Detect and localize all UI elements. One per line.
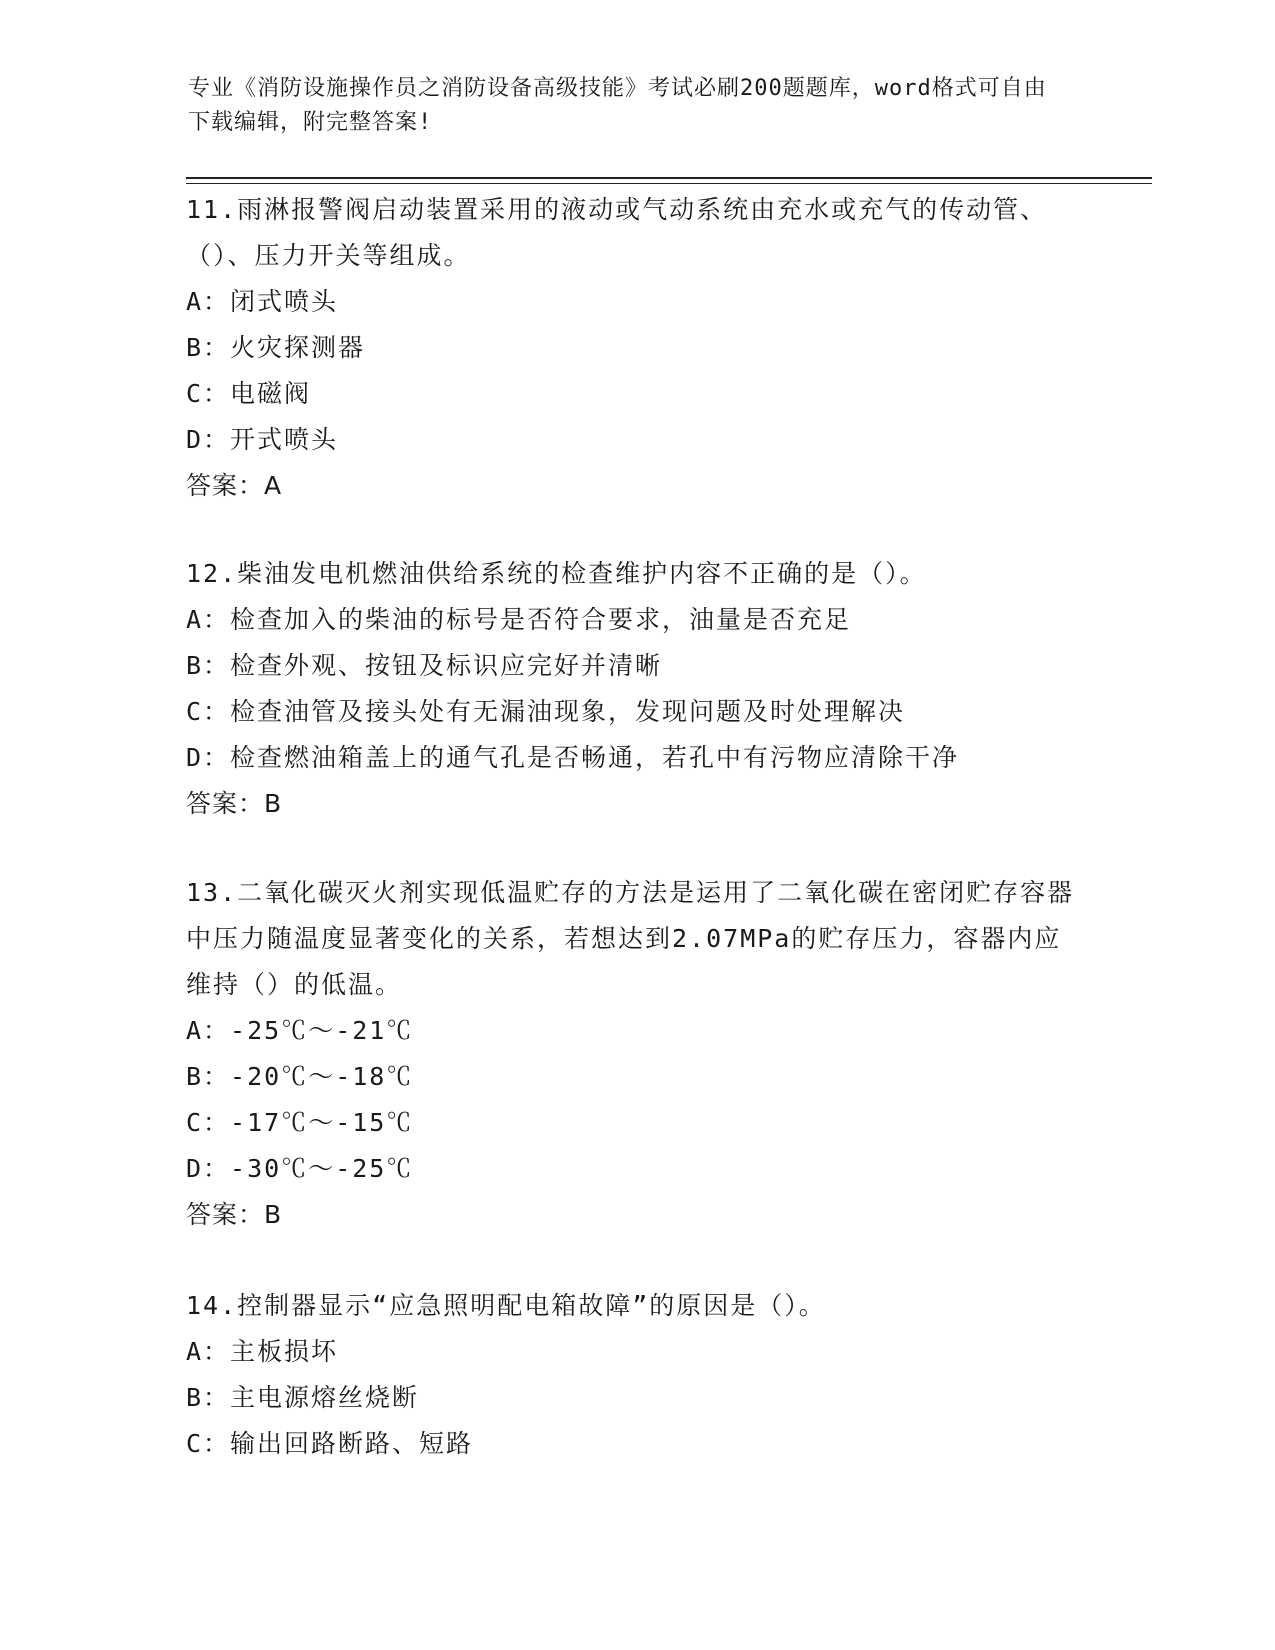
option-b: B：火灾探测器 [186,333,366,362]
question-11 [186,187,1086,509]
option-b: B：-20℃～-18℃ [186,1062,414,1091]
option-a: A：主板损坏 [186,1337,339,1366]
header-divider-thick [186,177,1152,179]
option-d: D：开式喷头 [186,425,339,454]
answer-label: 答案：B [186,1200,283,1229]
answer-label: 答案：A [186,471,283,500]
question-14 [186,1283,1086,1467]
option-c: C：检查油管及接头处有无漏油现象，发现问题及时处理解决 [186,697,906,726]
option-a: A：闭式喷头 [186,287,339,316]
option-c: C：电磁阀 [186,379,312,408]
answer-label: 答案：B [186,789,283,818]
option-b: B：主电源熔丝烧断 [186,1383,420,1412]
question-stem: 13.二氧化碳灭火剂实现低温贮存的方法是运用了二氧化碳在密闭贮存容器中压力随温度显著变化的关系，若想达到2.07MPa的贮存压力，容器内应维持（）的低温。 [186,878,1075,999]
option-c: C：-17℃～-15℃ [186,1108,414,1137]
option-c: C：输出回路断路、短路 [186,1429,474,1458]
header-divider-thin [186,183,1152,184]
option-d: D：-30℃～-25℃ [186,1154,414,1183]
question-13 [186,870,1086,1238]
question-stem: 12.柴油发电机燃油供给系统的检查维护内容不正确的是（）。 [186,559,927,588]
option-b: B：检查外观、按钮及标识应完好并清晰 [186,651,663,680]
option-a: A：-25℃～-21℃ [186,1016,414,1045]
option-d: D：检查燃油箱盖上的通气孔是否畅通，若孔中有污物应清除干净 [186,743,960,772]
question-12 [186,551,1086,827]
option-a: A：检查加入的柴油的标号是否符合要求，油量是否充足 [186,605,852,634]
document-header: 专业《消防设施操作员之消防设备高级技能》考试必刷200题题库，word格式可自由下载编辑，附完整答案! [188,76,1047,135]
question-stem: 14.控制器显示“应急照明配电箱故障”的原因是（）。 [186,1291,826,1320]
question-stem: 11.雨淋报警阀启动装置采用的液动或气动系统由充水或充气的传动管、（）、压力开关等组成。 [186,195,1048,270]
